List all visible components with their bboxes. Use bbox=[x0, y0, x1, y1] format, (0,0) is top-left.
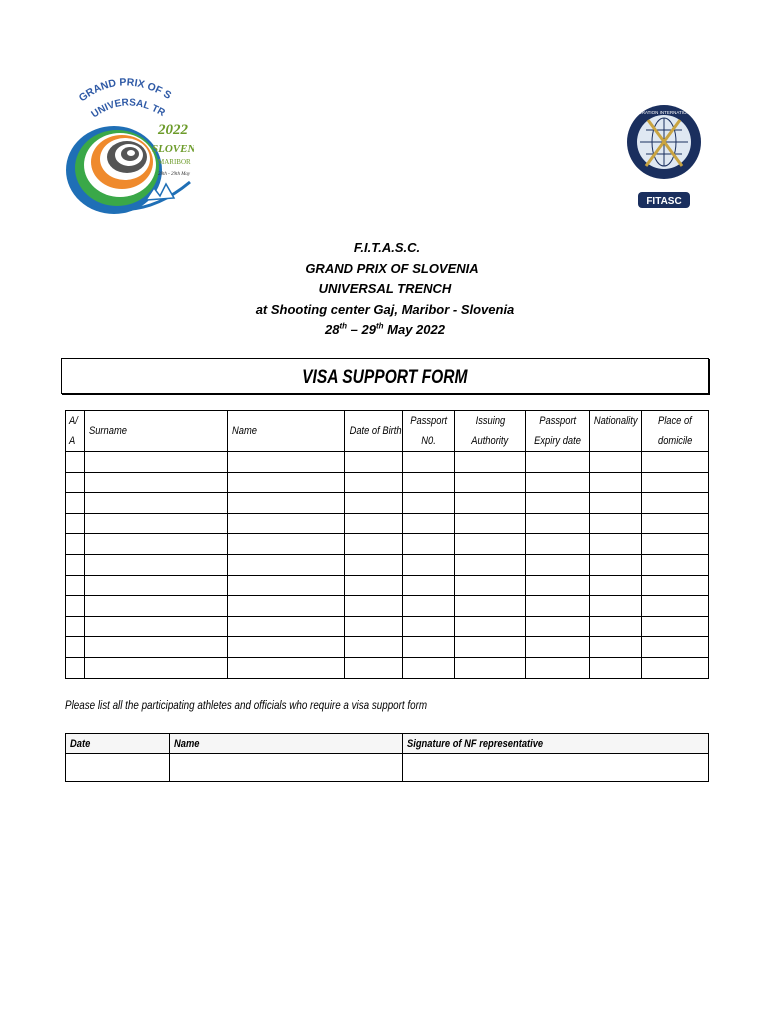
cell-domicile[interactable] bbox=[642, 493, 709, 514]
cell-domicile[interactable] bbox=[642, 575, 709, 596]
cell-issuing[interactable] bbox=[455, 534, 526, 555]
header-surname: Surname bbox=[85, 411, 228, 452]
event-heading bbox=[0, 238, 770, 341]
header-passport-expiry: Passport Expiry date bbox=[526, 411, 590, 452]
cell-name[interactable] bbox=[228, 616, 345, 637]
signature-field[interactable] bbox=[403, 754, 709, 782]
table-row bbox=[66, 493, 709, 514]
cell-name[interactable] bbox=[228, 657, 345, 678]
cell-aa[interactable] bbox=[66, 657, 85, 678]
cell-expiry[interactable] bbox=[526, 493, 590, 514]
cell-nationality[interactable] bbox=[590, 493, 642, 514]
cell-issuing[interactable] bbox=[455, 575, 526, 596]
cell-nationality[interactable] bbox=[590, 452, 642, 473]
cell-issuing[interactable] bbox=[455, 513, 526, 534]
cell-dob[interactable] bbox=[345, 616, 403, 637]
cell-aa[interactable] bbox=[66, 596, 85, 617]
cell-passport[interactable] bbox=[403, 472, 455, 493]
cell-expiry[interactable] bbox=[526, 616, 590, 637]
cell-issuing[interactable] bbox=[455, 493, 526, 514]
signature-header-row bbox=[66, 734, 709, 754]
cell-surname[interactable] bbox=[85, 472, 228, 493]
header-date-of-birth: Date of Birth bbox=[345, 411, 403, 452]
cell-nationality[interactable] bbox=[590, 513, 642, 534]
cell-domicile[interactable] bbox=[642, 596, 709, 617]
signature-date-label: Date bbox=[66, 734, 170, 754]
cell-dob[interactable] bbox=[345, 534, 403, 555]
signature-name-field[interactable] bbox=[170, 754, 403, 782]
cell-expiry[interactable] bbox=[526, 637, 590, 658]
table-row bbox=[66, 637, 709, 658]
cell-aa[interactable] bbox=[66, 616, 85, 637]
cell-passport[interactable] bbox=[403, 575, 455, 596]
cell-nationality[interactable] bbox=[590, 472, 642, 493]
cell-passport[interactable] bbox=[403, 513, 455, 534]
cell-aa[interactable] bbox=[66, 554, 85, 575]
cell-domicile[interactable] bbox=[642, 534, 709, 555]
cell-issuing[interactable] bbox=[455, 472, 526, 493]
cell-passport[interactable] bbox=[403, 596, 455, 617]
cell-expiry[interactable] bbox=[526, 534, 590, 555]
cell-name[interactable] bbox=[228, 554, 345, 575]
cell-nationality[interactable] bbox=[590, 596, 642, 617]
cell-nationality[interactable] bbox=[590, 575, 642, 596]
cell-aa[interactable] bbox=[66, 637, 85, 658]
cell-dob[interactable] bbox=[345, 493, 403, 514]
cell-domicile[interactable] bbox=[642, 452, 709, 473]
cell-issuing[interactable] bbox=[455, 596, 526, 617]
svg-text:2022: 2022 bbox=[158, 122, 188, 138]
cell-name[interactable] bbox=[228, 513, 345, 534]
table-row bbox=[66, 575, 709, 596]
svg-text:GRAND PRIX OF SLOVENIA: GRAND PRIX OF S bbox=[76, 76, 174, 105]
cell-passport[interactable] bbox=[403, 534, 455, 555]
cell-surname[interactable] bbox=[85, 575, 228, 596]
cell-expiry[interactable] bbox=[526, 575, 590, 596]
cell-passport[interactable] bbox=[403, 554, 455, 575]
cell-dob[interactable] bbox=[345, 452, 403, 473]
cell-passport[interactable] bbox=[403, 637, 455, 658]
cell-issuing[interactable] bbox=[455, 452, 526, 473]
signature-table bbox=[65, 733, 709, 782]
cell-expiry[interactable] bbox=[526, 596, 590, 617]
instruction-note: Please list all the participating athletes and officials who require a visa support form bbox=[65, 698, 428, 712]
table-row bbox=[66, 616, 709, 637]
cell-issuing[interactable] bbox=[455, 657, 526, 678]
cell-nationality[interactable] bbox=[590, 554, 642, 575]
cell-passport[interactable] bbox=[403, 657, 455, 678]
cell-expiry[interactable] bbox=[526, 554, 590, 575]
cell-issuing[interactable] bbox=[455, 554, 526, 575]
signature-date-field[interactable] bbox=[66, 754, 170, 782]
cell-name[interactable] bbox=[228, 534, 345, 555]
cell-dob[interactable] bbox=[345, 513, 403, 534]
cell-name[interactable] bbox=[228, 493, 345, 514]
cell-domicile[interactable] bbox=[642, 554, 709, 575]
cell-aa[interactable] bbox=[66, 452, 85, 473]
cell-domicile[interactable] bbox=[642, 657, 709, 678]
athletes-table bbox=[65, 410, 709, 679]
heading-dates: 28th – 29th May 2022 bbox=[325, 321, 445, 337]
cell-surname[interactable] bbox=[85, 596, 228, 617]
table-row bbox=[66, 554, 709, 575]
cell-issuing[interactable] bbox=[455, 616, 526, 637]
signature-nf-label: Signature of NF representative bbox=[403, 734, 709, 754]
cell-nationality[interactable] bbox=[590, 534, 642, 555]
svg-text:28th - 29th May: 28th - 29th May bbox=[158, 172, 191, 177]
cell-nationality[interactable] bbox=[590, 616, 642, 637]
cell-name[interactable] bbox=[228, 637, 345, 658]
fitasc-banner: FITASC bbox=[646, 196, 682, 207]
svg-text:UNIVERSAL TRENCH: UNIVERSAL TR bbox=[89, 97, 167, 121]
cell-domicile[interactable] bbox=[642, 472, 709, 493]
cell-expiry[interactable] bbox=[526, 513, 590, 534]
cell-dob[interactable] bbox=[345, 472, 403, 493]
cell-passport[interactable] bbox=[403, 452, 455, 473]
table-row bbox=[66, 452, 709, 473]
signature-name-label: Name bbox=[170, 734, 403, 754]
header-place-of-domicile: Place of domicile bbox=[642, 411, 709, 452]
cell-dob[interactable] bbox=[345, 554, 403, 575]
cell-surname[interactable] bbox=[85, 637, 228, 658]
cell-nationality[interactable] bbox=[590, 657, 642, 678]
table-row bbox=[66, 596, 709, 617]
header-nationality: Nationality bbox=[590, 411, 642, 452]
cell-dob[interactable] bbox=[345, 637, 403, 658]
cell-dob[interactable] bbox=[345, 596, 403, 617]
svg-text:SLOVENIA: SLOVEN bbox=[152, 143, 194, 155]
cell-dob[interactable] bbox=[345, 657, 403, 678]
header-issuing-authority: Issuing Authority bbox=[455, 411, 526, 452]
heading-line2: GRAND PRIX OF SLOVENIA bbox=[305, 260, 479, 276]
cell-expiry[interactable] bbox=[526, 657, 590, 678]
cell-name[interactable] bbox=[228, 596, 345, 617]
form-title: VISA SUPPORT FORM bbox=[61, 358, 709, 394]
table-row bbox=[66, 513, 709, 534]
cell-name[interactable] bbox=[228, 472, 345, 493]
cell-dob[interactable] bbox=[345, 575, 403, 596]
heading-line3: UNIVERSAL TRENCH bbox=[318, 281, 452, 296]
svg-text:MARIBOR: MARIBOR bbox=[158, 158, 191, 166]
cell-aa[interactable] bbox=[66, 575, 85, 596]
heading-line1: F.I.T.A.S.C. bbox=[353, 240, 421, 255]
table-row bbox=[66, 657, 709, 678]
table-row bbox=[66, 534, 709, 555]
cell-expiry[interactable] bbox=[526, 472, 590, 493]
fitasc-logo bbox=[626, 70, 702, 216]
grand-prix-slovenia-logo bbox=[62, 72, 194, 218]
cell-surname[interactable] bbox=[85, 657, 228, 678]
cell-domicile[interactable] bbox=[642, 637, 709, 658]
cell-aa[interactable] bbox=[66, 534, 85, 555]
cell-surname[interactable] bbox=[85, 554, 228, 575]
cell-passport[interactable] bbox=[403, 493, 455, 514]
cell-domicile[interactable] bbox=[642, 616, 709, 637]
cell-surname[interactable] bbox=[85, 616, 228, 637]
cell-name[interactable] bbox=[228, 452, 345, 473]
cell-aa[interactable] bbox=[66, 493, 85, 514]
heading-line4: at Shooting center Gaj, Maribor - Slovenia bbox=[255, 301, 515, 317]
header-passport-no: Passport N0. bbox=[403, 411, 455, 452]
cell-aa[interactable] bbox=[66, 472, 85, 493]
cell-aa[interactable] bbox=[66, 513, 85, 534]
cell-name[interactable] bbox=[228, 575, 345, 596]
table-row bbox=[66, 472, 709, 493]
cell-surname[interactable] bbox=[85, 534, 228, 555]
header-name: Name bbox=[228, 411, 345, 452]
header-aa: A/ A bbox=[66, 411, 85, 452]
cell-surname[interactable] bbox=[85, 493, 228, 514]
cell-issuing[interactable] bbox=[455, 637, 526, 658]
cell-surname[interactable] bbox=[85, 513, 228, 534]
cell-nationality[interactable] bbox=[590, 637, 642, 658]
cell-surname[interactable] bbox=[85, 452, 228, 473]
cell-expiry[interactable] bbox=[526, 452, 590, 473]
signature-input-row bbox=[66, 754, 709, 782]
svg-text:FEDERATION INTERNATIONALE: FEDERATION INTERNATIONALE bbox=[629, 110, 699, 115]
cell-domicile[interactable] bbox=[642, 513, 709, 534]
cell-passport[interactable] bbox=[403, 616, 455, 637]
table-header-row bbox=[66, 411, 709, 452]
